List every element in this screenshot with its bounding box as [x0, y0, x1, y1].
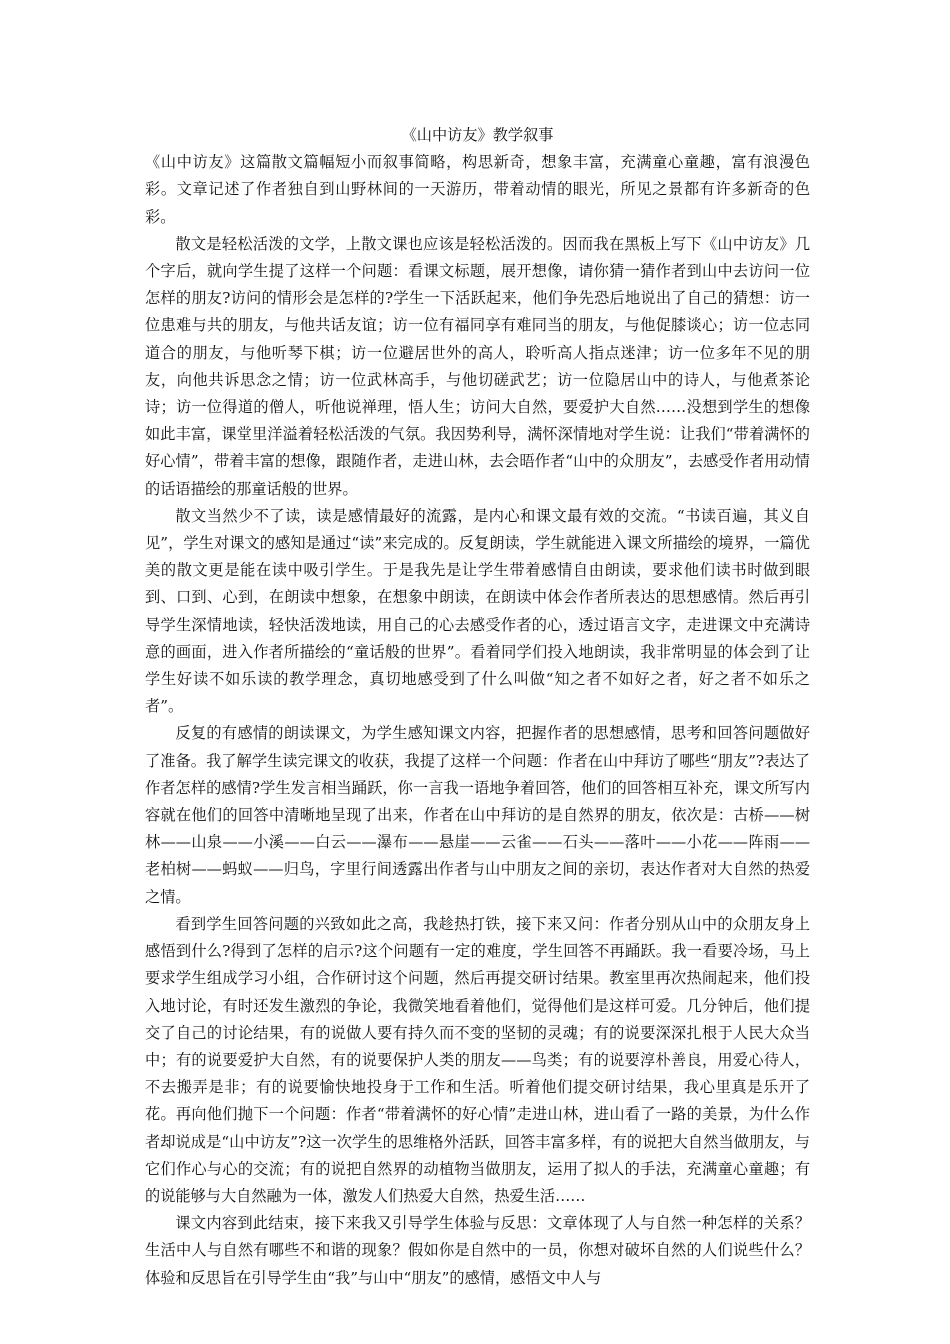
- document-page: [145, 122, 810, 1292]
- paragraph-intro: 《山中访友》这篇散文篇幅短小而叙事简略，构思新奇，想象丰富，充满童心童趣，富有浪漫色彩。文章记述了作者独自到山野林间的一天游历，带着动情的眼光，所见之景都有许多新奇的色彩。: [145, 153, 810, 226]
- paragraph-3: 散文当然少不了读，读是感情最好的流露，是内心和课文最有效的交流。“书读百遍，其义自见”，学生对课文的感知是通过“读”来完成的。反复朗读，学生就能进入课文所描绘的境界，一篇优美的散文更是能在读中吸引学生。于是我先是让学生带着感情自由朗读，要求他们读书时做到眼到、口到、心到，在朗读中想象，在想象中朗读，在朗读中体会作者所表达的思想感情。然后再引导学生深情地读，轻快活泼地读，用自己的心去感受作者的心，透过语言文字，走进课文中充满诗意的画面，进入作者所描绘的“童话般的世界”。看着同学们投入地朗读，我非常明显的体会到了让学生好读不如乐读的教学理念，真切地感受到了什么叫做“知之者不如好之者，好之者不如乐之者”。: [145, 506, 810, 716]
- document-title: 《山中访友》教学叙事: [401, 126, 554, 144]
- paragraph-6: 课文内容到此结束，接下来我又引导学生体验与反思：文章体现了人与自然一种怎样的关系？生活中人与自然有哪些不和谐的现象？假如你是自然中的一员，你想对破坏自然的人们说些什么？体验和反思旨在引导学生由“我”与山中“朋友”的感情，感悟文中人与: [145, 1214, 810, 1287]
- paragraph-5: 看到学生回答问题的兴致如此之高，我趁热打铁，接下来又问：作者分别从山中的众朋友身上感悟到什么?得到了怎样的启示?这个问题有一定的难度，学生回答不再踊跃。我一看要冷场，马上要求学生组成学习小组，合作研讨这个问题，然后再提交研讨结果。教室里再次热闹起来，他们投入地讨论，有时还发生激烈的争论，我微笑地看着他们，觉得他们是这样可爱。几分钟后，他们提交了自己的讨论结果，有的说做人要有持久而不变的坚韧的灵魂；有的说要深深扎根于人民大众当中；有的说要爱护大自然，有的说要保护人类的朋友——鸟类；有的说要淳朴善良，用爱心待人，不去搬弄是非；有的说要愉快地投身于工作和生活。听着他们提交研讨结果，我心里真是乐开了花。再向他们抛下一个问题：作者“带着满怀的好心情”走进山林，进山看了一路的美景，为什么作者却说成是“山中访友”?这一次学生的思维格外活跃，回答丰富多样，有的说把大自然当做朋友，与它们作心与心的交流；有的说把自然界的动植物当做朋友，运用了拟人的手法，充满童心童趣；有的说能够与大自然融为一体，激发人们热爱大自然，热爱生活……: [145, 914, 810, 1205]
- paragraph-4: 反复的有感情的朗读课文，为学生感知课文内容，把握作者的思想感情，思考和回答问题做好了准备。我了解学生读完课文的收获，我提了这样一个问题：作者在山中拜访了哪些“朋友”?表达了作者怎样的感情?学生发言相当踊跃，你一言我一语地争着回答，他们的回答相互补充，课文所写内容就在他们的回答中清晰地呈现了出来，作者在山中拜访的是自然界的朋友，依次是：古桥——树林——山泉——小溪——白云——瀑布——悬崖——云雀——石头——落叶——小花——阵雨——老柏树——蚂蚁——归鸟，字里行间透露出作者与山中朋友之间的亲切，表达作者对大自然的热爱之情。: [145, 724, 810, 906]
- paragraph-2: 散文是轻松活泼的文学，上散文课也应该是轻松活泼的。因而我在黑板上写下《山中访友》几个字后，就向学生提了这样一个问题：看课文标题，展开想像，请你猜一猜作者到山中去访问一位怎样的朋友?访问的情形会是怎样的?学生一下活跃起来，他们争先恐后地说出了自己的猜想：访一位患难与共的朋友，与他共话友谊；访一位有福同享有难同当的朋友，与他促膝谈心；访一位志同道合的朋友，与他听琴下棋；访一位避居世外的高人，聆听高人指点迷津；访一位多年不见的朋友，向他共诉思念之情；访一位武林高手，与他切磋武艺；访一位隐居山中的诗人，与他煮茶论诗；访一位得道的僧人，听他说禅理，悟人生；访问大自然，要爱护大自然……没想到学生的想像如此丰富，课堂里洋溢着轻松活泼的气氛。我因势利导，满怀深情地对学生说：让我们“带着满怀的好心情”，带着丰富的想像，跟随作者，走进山林，去会晤作者“山中的众朋友”，去感受作者用动情的话语描绘的那童话般的世界。: [145, 234, 810, 498]
